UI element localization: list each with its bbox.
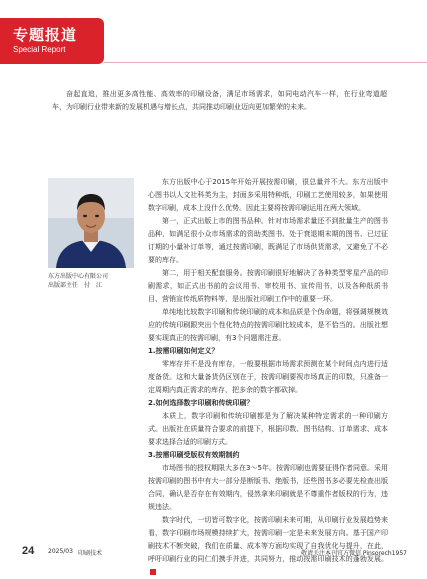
body-paragraph: 零库存并不是没有库存，一般要根据市场需求预测在某个时间点内进行适度备货。这和大量备货仍区别在于，按需印刷要视市场真正的印数，只准备一定周期内真正需求的库存，把多余的数字都砍掉。 [148,360,388,394]
body-paragraph: 第二，用于相关配套服务。按需印刷很好地解决了各种类型零星产品的印刷需求，如正式出书前的会议用书、审校用书、宣传用书，以及各种纸质书目、营销宣传纸质物料等，是出版社印刷工作中的重要一环。 [148,269,388,303]
magazine-name: 印刷技术 [78,550,103,557]
body-paragraph: 第一，正式出版上市的图书品种。针对市场需求量还不到批量生产的图书品种，如满足很小众市场需求的资助类图书、处于衰退期末期的图书、已过征订期的小量补订单等，通过按需印刷，既满足了市场供货需求，又避免了不必要的库存。 [148,217,388,264]
section-title: 专题报道 [13,26,78,44]
header-divider [104,62,427,63]
portrait-image [48,178,134,268]
body-paragraph: 单纯地比较数字印刷和传统印刷的成本和品质是个伪命题，将强调规模效应的传统印刷跟突出个性化特点的按需印刷比较成本，是不恰当的。出版社想要实现真正的按需印刷，有3个问题需注意。 [148,308,388,342]
article-body [148,176,388,579]
body-paragraph: 东方出版中心于2015年开始开展按需印刷，很总量并不大。东方出版中心图书以人文社科类为主，封面多采用特种纸，印刷工艺使用较多，如果使用数字印刷，成本上没什么优势。因此主要将按需印刷运用在两大领域。 [148,178,388,212]
subheading: 1.按需印刷如何定义？ [148,347,219,355]
photo-caption [48,272,138,290]
author-photo [48,178,134,268]
caption-organization: 东方出版中心有限公司 [48,273,109,280]
issue-date: 2025/03 [48,548,73,555]
caption-person: 出版部主任 付 江 [48,282,103,289]
closing-text: 数字时代，一切皆可数字化，按需印刷未来可期，从印刷行业发展趋势来看，数字印刷市场规模持续扩大，按需印刷一定是未来发展方向。基于国产印刷技术不断突破，我们在质量、成本等方面均实现了自我优化与提升，在此，呼吁印刷行业的同仁们携手并进，共同努力，推动按需印刷技术的蓬勃发展。 [148,516,388,563]
intro-paragraph [52,88,387,114]
page-footer [0,538,427,566]
subheading: 3.按需印刷受版权有效期制约 [148,451,240,459]
follow-notice: 敬请关注本刊官方微信 Pinsorech1957 [300,550,407,557]
subheading: 2.如何选择数字印刷和传统印刷？ [148,399,254,407]
end-mark-icon [150,569,156,575]
section-subtitle: Special Report [13,45,66,54]
body-paragraph: 市场图书的授权期限大多在3～5年。按需印刷也需要征得作者同意。采用按需印刷的图书中有大一部分是断版书、绝版书，还些图书多必要先检查出版合同，确认是否存在有效期内，侵然拿来印刷就是不尊重作者版权的行为，违规违法。 [148,464,388,511]
section-tab [0,18,104,64]
intro-text: 奋起直追，推出更多高性能、高效率的印刷设备，满足市场需求，如同电动汽车一样，在行业弯道超车，为印刷行业带来新的发展机遇与增长点，共同推动印刷业迈向更加繁荣的未来。 [52,90,387,111]
body-paragraph: 本质上，数字印刷和传统印刷都是为了解决某种特定需求的一种印刷方式。出版社在质量符合要求的前提下，根据印数、图书结构、订单需求、成本要求选择合适的印刷方式。 [148,412,388,446]
page-number: 24 [22,545,35,557]
